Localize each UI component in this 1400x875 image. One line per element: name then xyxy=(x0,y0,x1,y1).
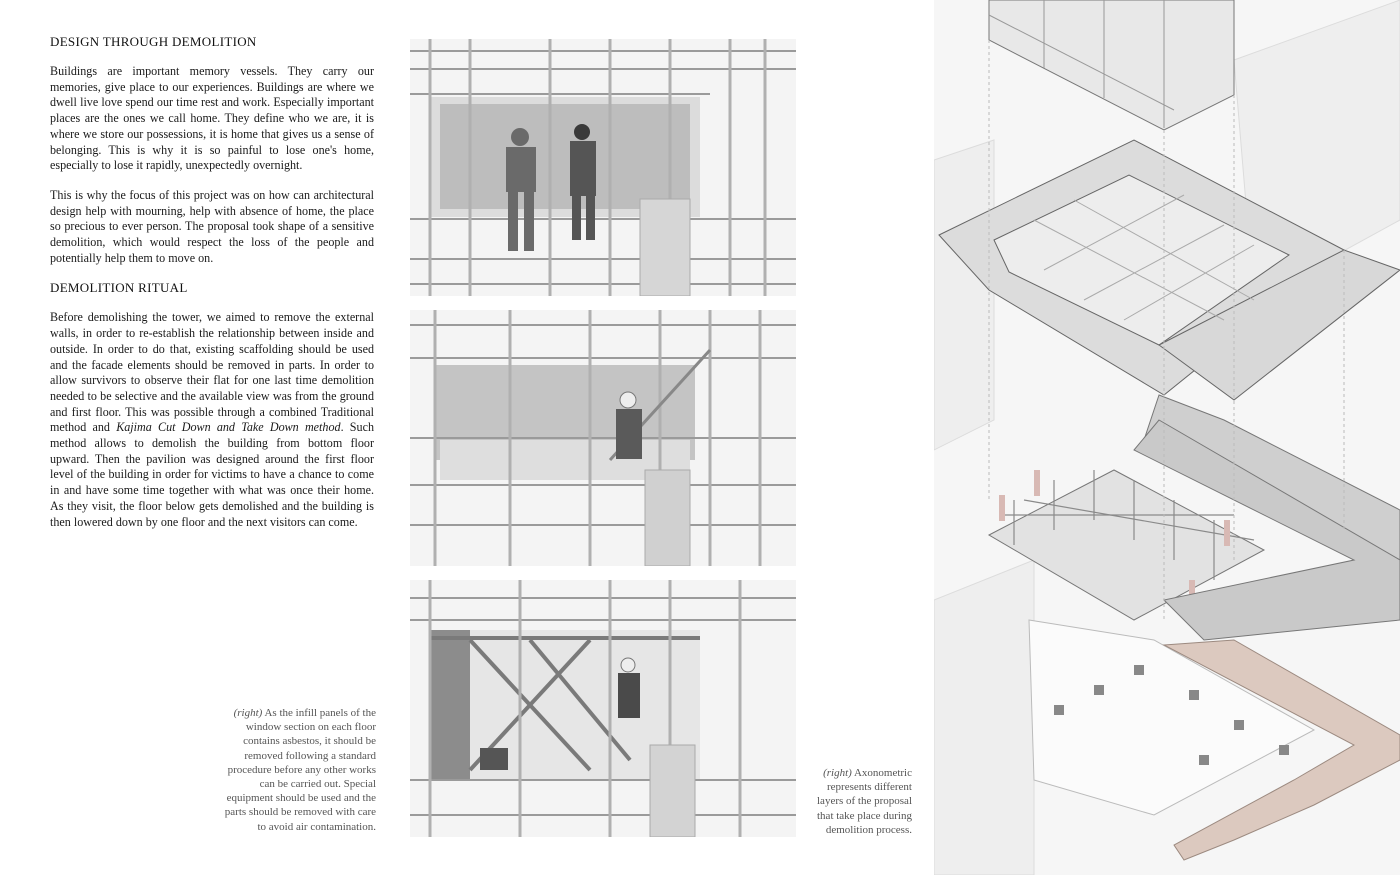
paragraph-project-focus: This is why the focus of this project was on how can architectural design help with mourning, help with absence of home, the place so precious to ever person. The proposal took shape of a sensitive demolition, which would respect the loss of the people and potentially help them to move on. xyxy=(50,187,374,265)
axonometric-drawing xyxy=(934,0,1400,875)
photo-asbestos-removal xyxy=(410,39,796,296)
caption-direction: (right) xyxy=(823,767,852,779)
heading-design-through-demolition: DESIGN THROUGH DEMOLITION xyxy=(50,34,257,49)
caption-direction: (right) xyxy=(233,707,263,719)
caption-text: Axonometric represents different layers of the proposal that take place during demolition process. xyxy=(817,767,912,836)
text-column xyxy=(50,34,374,544)
photo-frame-dismantling xyxy=(410,580,796,837)
caption-asbestos xyxy=(220,706,376,834)
method-name: Kajima Cut Down and Take Down method xyxy=(116,420,341,435)
caption-text: As the infill panels of the window section on each floor contains asbestos, it should be removed following a standard procedure before any other works can be carried out. Special equipment should be used and the parts should be removed with care to avoid air contamination. xyxy=(224,707,376,833)
photo-facade-removal xyxy=(410,310,796,566)
paragraph-memory-vessels: Buildings are important memory vessels. They carry our memories, give place to our experiences. Buildings are where we dwell live love spend our time rest and work. Especially important places are the ones we call home. They define who we are, it is where we store our possessions, it is home that gives us a sense of belonging. This is why it is so painful to lose one's home, especially to lose it rapidly, unexpectedly overnight. xyxy=(50,64,374,173)
paragraph-part: . Such method allows to demolish the building from bottom floor upward. Then the pavilion was designed around the first floor level of the building in order for victims to have a chance to come in and have some time together with what was once their home. As they visit, the floor below gets demolished and the building is then lowered down by one floor and the next visitors can come. xyxy=(50,420,374,529)
paragraph-demolition-method xyxy=(50,310,374,530)
heading-demolition-ritual: DEMOLITION RITUAL xyxy=(50,280,188,296)
paragraph-part: Before demolishing the tower, we aimed to remove the external walls, in order to re-establish the relationship between inside and outside. In order to do that, existing scaffolding should be used and the facade elements should be removed in parts. In order to allow survivors to observe their flat for one last time demolition needed to be selective and the available view was from the ground and first floor. This was possible through a combined Traditional method and xyxy=(50,310,374,435)
caption-axonometric xyxy=(806,766,912,837)
